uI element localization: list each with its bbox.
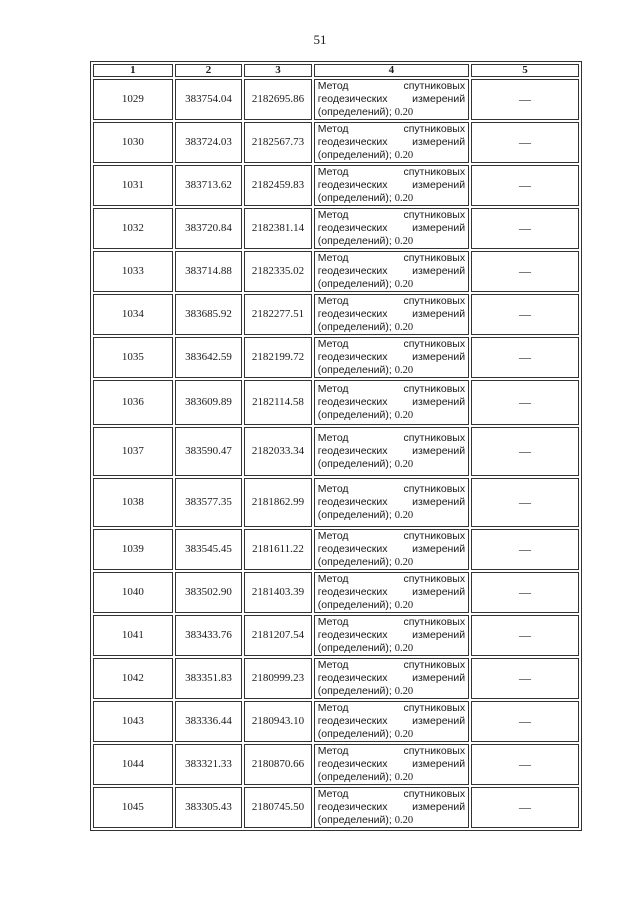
accuracy-value: 0.20: [394, 600, 414, 611]
accuracy-value: 0.20: [394, 643, 414, 654]
method-word: (определений);: [317, 728, 392, 740]
coordinate-y: 2182459.83: [244, 165, 312, 206]
method-word: спутниковых: [403, 338, 466, 350]
method-word: измерений: [412, 351, 466, 363]
table-row: [93, 208, 579, 249]
method-word: геодезических: [317, 93, 388, 105]
method-word: измерений: [412, 496, 466, 508]
method-word: геодезических: [317, 136, 388, 148]
accuracy-value: 0.20: [394, 815, 414, 826]
method-description: [314, 294, 469, 335]
method-word: Метод: [317, 530, 349, 542]
coordinate-y: 2181403.39: [244, 572, 312, 613]
method-word: измерений: [412, 801, 466, 813]
method-word: спутниковых: [403, 616, 466, 628]
point-number: 1031: [93, 165, 173, 206]
method-word: геодезических: [317, 179, 388, 191]
table-body: [93, 79, 579, 828]
coordinate-x: 383609.89: [175, 380, 243, 425]
point-number: 1043: [93, 701, 173, 742]
coordinate-y: 2180999.23: [244, 658, 312, 699]
method-word: Метод: [317, 483, 349, 495]
coordinate-x: 383433.76: [175, 615, 243, 656]
table-row: [93, 478, 579, 527]
method-word: геодезических: [317, 351, 388, 363]
method-word: спутниковых: [403, 745, 466, 757]
method-word: спутниковых: [403, 659, 466, 671]
point-number: 1042: [93, 658, 173, 699]
header-col-3: 3: [244, 64, 312, 77]
coordinate-x: 383642.59: [175, 337, 243, 378]
point-number: 1032: [93, 208, 173, 249]
table-row: [93, 658, 579, 699]
method-word: спутниковых: [403, 383, 466, 395]
accuracy-value: 0.20: [394, 193, 414, 204]
note-dash: —: [471, 165, 579, 206]
coordinate-y: 2181862.99: [244, 478, 312, 527]
table-row: [93, 787, 579, 828]
method-word: (определений);: [317, 685, 392, 697]
method-word: измерений: [412, 265, 466, 277]
accuracy-value: 0.20: [394, 107, 414, 118]
coordinate-y: 2181611.22: [244, 529, 312, 570]
coordinate-y: 2182277.51: [244, 294, 312, 335]
method-word: измерений: [412, 445, 466, 457]
method-word: геодезических: [317, 222, 388, 234]
method-word: измерений: [412, 586, 466, 598]
method-word: (определений);: [317, 149, 392, 161]
coordinate-x: 383502.90: [175, 572, 243, 613]
method-word: спутниковых: [403, 788, 466, 800]
point-number: 1030: [93, 122, 173, 163]
method-word: геодезических: [317, 801, 388, 813]
coordinate-x: 383577.35: [175, 478, 243, 527]
method-word: измерений: [412, 543, 466, 555]
coordinate-y: 2181207.54: [244, 615, 312, 656]
coordinate-x: 383754.04: [175, 79, 243, 120]
coordinate-y: 2182567.73: [244, 122, 312, 163]
method-word: геодезических: [317, 308, 388, 320]
point-number: 1038: [93, 478, 173, 527]
header-col-2: 2: [175, 64, 243, 77]
method-word: спутниковых: [403, 209, 466, 221]
method-word: геодезических: [317, 396, 388, 408]
header-col-1: 1: [93, 64, 173, 77]
coordinate-y: 2182114.58: [244, 380, 312, 425]
coordinate-y: 2180745.50: [244, 787, 312, 828]
note-dash: —: [471, 529, 579, 570]
table-header-row: [93, 64, 579, 77]
method-description: [314, 79, 469, 120]
method-word: измерений: [412, 308, 466, 320]
point-number: 1040: [93, 572, 173, 613]
coordinate-x: 383724.03: [175, 122, 243, 163]
coordinate-y: 2182695.86: [244, 79, 312, 120]
table-row: [93, 572, 579, 613]
method-description: [314, 658, 469, 699]
table-row: [93, 427, 579, 476]
method-word: Метод: [317, 209, 349, 221]
coordinate-y: 2182381.14: [244, 208, 312, 249]
coordinate-x: 383336.44: [175, 701, 243, 742]
method-word: Метод: [317, 788, 349, 800]
method-word: спутниковых: [403, 530, 466, 542]
note-dash: —: [471, 701, 579, 742]
method-description: [314, 208, 469, 249]
method-word: (определений);: [317, 599, 392, 611]
coordinate-y: 2180870.66: [244, 744, 312, 785]
point-number: 1029: [93, 79, 173, 120]
accuracy-value: 0.20: [394, 729, 414, 740]
method-word: Метод: [317, 166, 349, 178]
table-row: [93, 744, 579, 785]
accuracy-value: 0.20: [394, 510, 414, 521]
method-word: измерений: [412, 758, 466, 770]
accuracy-value: 0.20: [394, 279, 414, 290]
accuracy-value: 0.20: [394, 686, 414, 697]
method-word: спутниковых: [403, 295, 466, 307]
method-word: Метод: [317, 383, 349, 395]
method-word: геодезических: [317, 715, 388, 727]
note-dash: —: [471, 658, 579, 699]
method-word: спутниковых: [403, 483, 466, 495]
accuracy-value: 0.20: [394, 459, 414, 470]
method-description: [314, 251, 469, 292]
method-word: спутниковых: [403, 702, 466, 714]
method-description: [314, 572, 469, 613]
method-word: Метод: [317, 252, 349, 264]
method-word: геодезических: [317, 672, 388, 684]
accuracy-value: 0.20: [394, 410, 414, 421]
point-number: 1036: [93, 380, 173, 425]
method-word: измерений: [412, 629, 466, 641]
note-dash: —: [471, 251, 579, 292]
method-word: измерений: [412, 136, 466, 148]
method-word: (определений);: [317, 814, 392, 826]
table-row: [93, 122, 579, 163]
method-word: спутниковых: [403, 123, 466, 135]
coordinate-x: 383590.47: [175, 427, 243, 476]
coordinate-x: 383545.45: [175, 529, 243, 570]
note-dash: —: [471, 427, 579, 476]
method-word: Метод: [317, 338, 349, 350]
method-word: геодезических: [317, 496, 388, 508]
coordinate-y: 2180943.10: [244, 701, 312, 742]
accuracy-value: 0.20: [394, 236, 414, 247]
method-word: спутниковых: [403, 252, 466, 264]
method-description: [314, 122, 469, 163]
coordinate-x: 383714.88: [175, 251, 243, 292]
method-word: измерений: [412, 93, 466, 105]
note-dash: —: [471, 380, 579, 425]
method-word: геодезических: [317, 265, 388, 277]
table-row: [93, 337, 579, 378]
method-word: Метод: [317, 80, 349, 92]
accuracy-value: 0.20: [394, 150, 414, 161]
note-dash: —: [471, 294, 579, 335]
coordinate-x: 383321.33: [175, 744, 243, 785]
table-row: [93, 165, 579, 206]
method-word: (определений);: [317, 278, 392, 290]
note-dash: —: [471, 208, 579, 249]
note-dash: —: [471, 122, 579, 163]
method-word: Метод: [317, 573, 349, 585]
page-number: 51: [313, 32, 327, 47]
point-number: 1033: [93, 251, 173, 292]
method-word: геодезических: [317, 445, 388, 457]
method-description: [314, 529, 469, 570]
accuracy-value: 0.20: [394, 772, 414, 783]
table-row: [93, 701, 579, 742]
method-word: спутниковых: [403, 80, 466, 92]
table-row: [93, 79, 579, 120]
method-word: (определений);: [317, 106, 392, 118]
point-number: 1037: [93, 427, 173, 476]
point-number: 1039: [93, 529, 173, 570]
method-word: геодезических: [317, 758, 388, 770]
method-description: [314, 787, 469, 828]
table-row: [93, 380, 579, 425]
note-dash: —: [471, 572, 579, 613]
coordinate-x: 383685.92: [175, 294, 243, 335]
method-word: Метод: [317, 745, 349, 757]
method-description: [314, 701, 469, 742]
point-number: 1035: [93, 337, 173, 378]
method-description: [314, 337, 469, 378]
coordinates-table: [90, 61, 582, 831]
method-word: (определений);: [317, 556, 392, 568]
method-word: (определений);: [317, 642, 392, 654]
accuracy-value: 0.20: [394, 322, 414, 333]
method-description: [314, 165, 469, 206]
table-row: [93, 251, 579, 292]
method-word: Метод: [317, 616, 349, 628]
method-word: (определений);: [317, 771, 392, 783]
method-word: спутниковых: [403, 573, 466, 585]
note-dash: —: [471, 79, 579, 120]
note-dash: —: [471, 337, 579, 378]
coordinate-x: 383713.62: [175, 165, 243, 206]
method-word: спутниковых: [403, 432, 466, 444]
method-word: (определений);: [317, 409, 392, 421]
note-dash: —: [471, 478, 579, 527]
coordinate-x: 383305.43: [175, 787, 243, 828]
method-word: (определений);: [317, 321, 392, 333]
method-word: измерений: [412, 222, 466, 234]
method-word: измерений: [412, 672, 466, 684]
note-dash: —: [471, 787, 579, 828]
method-description: [314, 380, 469, 425]
note-dash: —: [471, 615, 579, 656]
point-number: 1045: [93, 787, 173, 828]
method-word: геодезических: [317, 543, 388, 555]
method-word: Метод: [317, 432, 349, 444]
method-word: Метод: [317, 123, 349, 135]
method-description: [314, 615, 469, 656]
method-word: (определений);: [317, 458, 392, 470]
coordinate-y: 2182199.72: [244, 337, 312, 378]
header-col-4: 4: [314, 64, 469, 77]
method-word: (определений);: [317, 235, 392, 247]
table-row: [93, 529, 579, 570]
method-word: (определений);: [317, 364, 392, 376]
method-description: [314, 478, 469, 527]
method-word: (определений);: [317, 192, 392, 204]
coordinate-x: 383351.83: [175, 658, 243, 699]
method-word: Метод: [317, 702, 349, 714]
method-word: измерений: [412, 396, 466, 408]
coordinate-y: 2182033.34: [244, 427, 312, 476]
method-word: спутниковых: [403, 166, 466, 178]
method-description: [314, 744, 469, 785]
method-word: измерений: [412, 179, 466, 191]
method-word: геодезических: [317, 629, 388, 641]
note-dash: —: [471, 744, 579, 785]
coordinate-x: 383720.84: [175, 208, 243, 249]
method-word: измерений: [412, 715, 466, 727]
coordinate-y: 2182335.02: [244, 251, 312, 292]
method-word: Метод: [317, 659, 349, 671]
table-row: [93, 615, 579, 656]
accuracy-value: 0.20: [394, 557, 414, 568]
header-col-5: 5: [471, 64, 579, 77]
method-word: (определений);: [317, 509, 392, 521]
point-number: 1044: [93, 744, 173, 785]
point-number: 1041: [93, 615, 173, 656]
method-word: геодезических: [317, 586, 388, 598]
table-row: [93, 294, 579, 335]
point-number: 1034: [93, 294, 173, 335]
method-word: Метод: [317, 295, 349, 307]
method-description: [314, 427, 469, 476]
accuracy-value: 0.20: [394, 365, 414, 376]
